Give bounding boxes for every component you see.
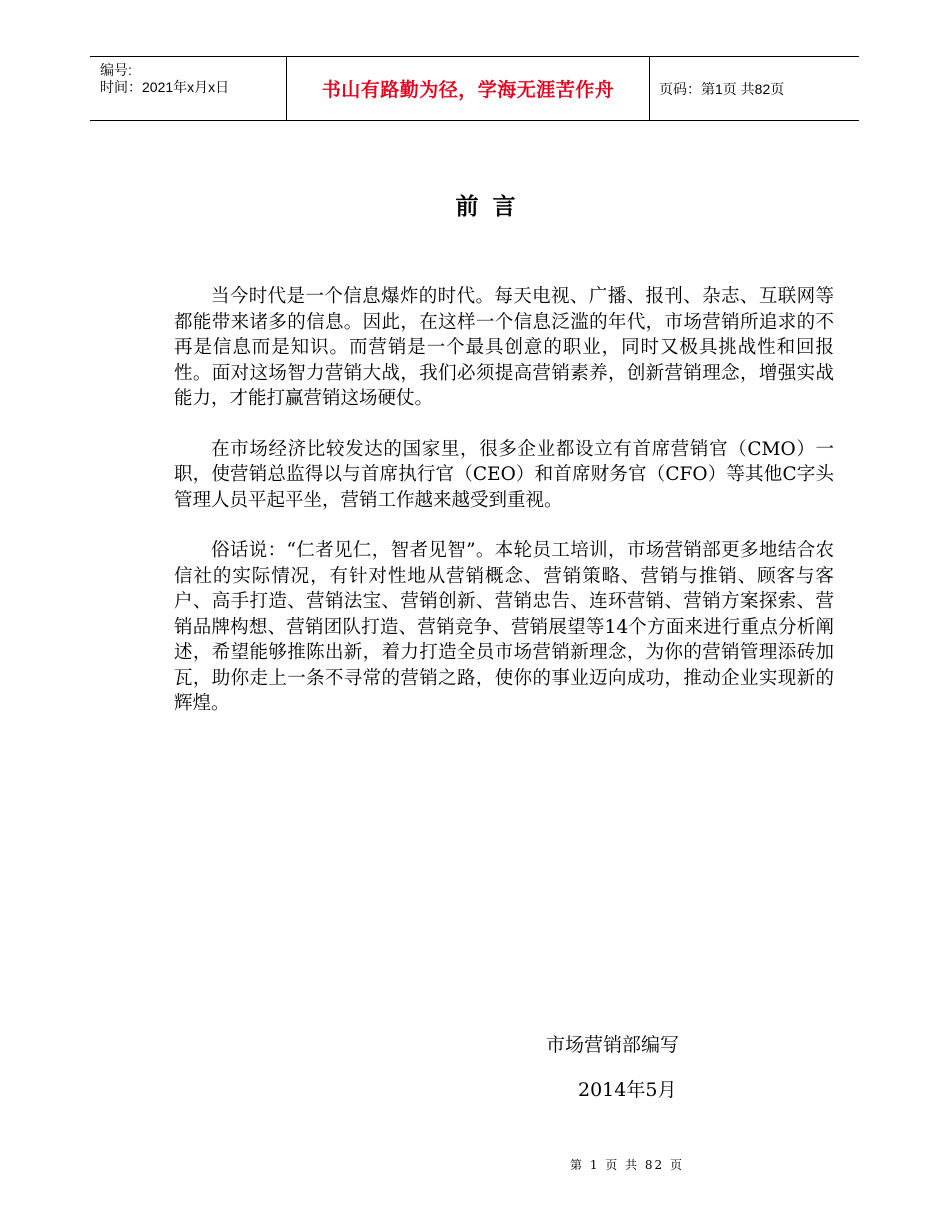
paragraph: 在市场经济比较发达的国家里，很多企业都设立有首席营销官（CMO）一职，使营销总监得以与首席执行官（CEO）和首席财务官（CFO）等其他C字头管理人员平起平坐，营销工作越来越受到重视。 <box>174 438 834 511</box>
preface-body <box>174 284 834 742</box>
header-motto: 书山有路勤为径，学海无涯苦作舟 <box>287 57 650 120</box>
page-footer: 第 1 页 共 82 页 <box>570 1158 684 1172</box>
paragraph: 当今时代是一个信息爆炸的时代。每天电视、广播、报刊、杂志、互联网等都能带来诸多的信息。因此，在这样一个信息泛滥的年代，市场营销所追求的不再是信息而是知识。而营销是一个最具创意的职业，同时又极具挑战性和回报性。面对这场智力营销大战，我们必须提高营销素养，创新营销理念，增强实战能力，才能打赢营销这场硬仗。 <box>174 286 834 409</box>
header-time-label: 时间：2021年x月x日 <box>100 79 230 95</box>
header-meta <box>90 57 287 120</box>
signature-org: 市场营销部编写 <box>546 1034 680 1056</box>
page-header <box>90 56 859 121</box>
paragraph: 俗话说：“仁者见仁，智者见智”。本轮员工培训，市场营销部更多地结合农信社的实际情况，有针对性地从营销概念、营销策略、营销与推销、顾客与客户、高手打造、营销法宝、营销创新、营销忠告、连环营销、营销方案探索、营销品牌构想、营销团队打造、营销竞争、营销展望等14个方面来进行重点分析阐述，希望能够推陈出新，着力打造全员市场营销新理念，为你的营销管理添砖加瓦，助你走上一条不寻常的营销之路，使你的事业迈向成功，推动企业实现新的辉煌。 <box>174 540 834 714</box>
header-page-info: 页码：第1页 共82页 <box>659 80 785 97</box>
signature-date: 2014年5月 <box>578 1079 677 1101</box>
header-number-label: 编号: <box>100 62 132 78</box>
page-title: 前言 <box>455 194 530 220</box>
